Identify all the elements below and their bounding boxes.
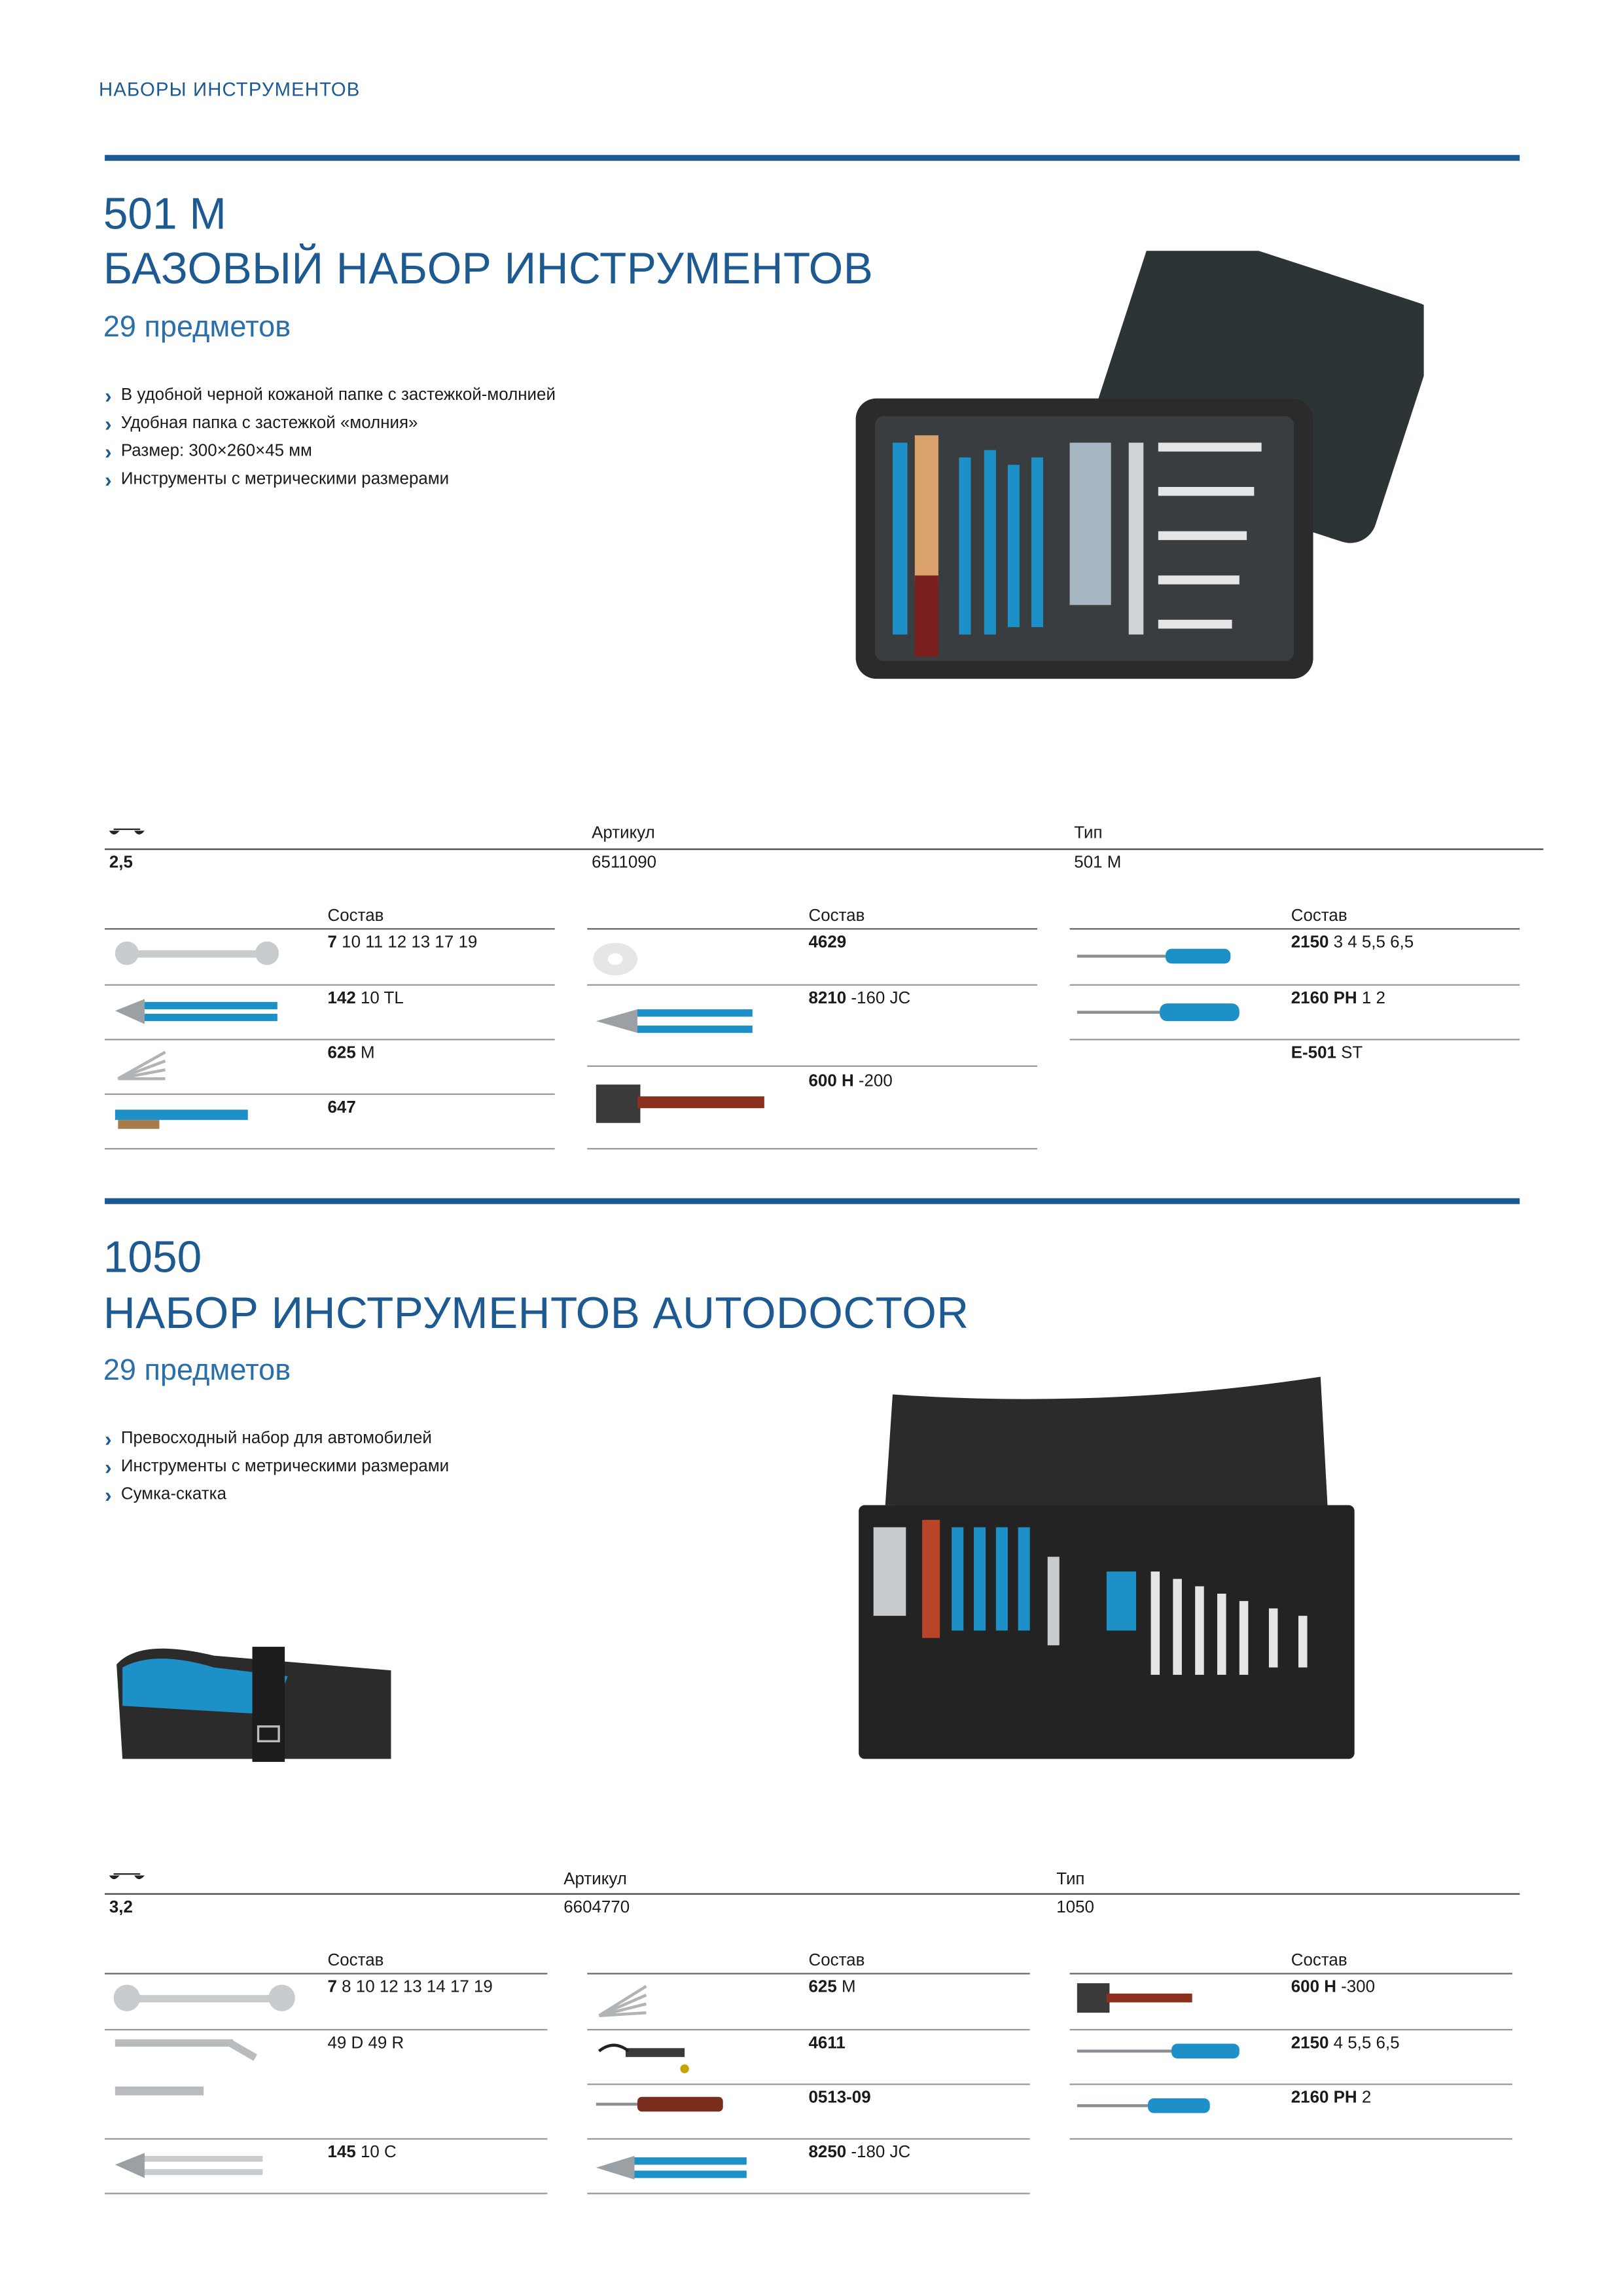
type-value: 501 M (1074, 854, 1122, 872)
composition-item: 49 D 49 R (327, 2035, 404, 2053)
arrow-icon: › (105, 1454, 112, 1479)
column-rule (587, 1973, 1029, 1974)
weight-value: 3,2 (109, 1899, 133, 1917)
row-divider (1070, 2083, 1512, 2085)
product-photo-open-roll (856, 1365, 1358, 1763)
set-count: 29 предметов (103, 311, 291, 344)
composition-item: 145 10 C (327, 2144, 397, 2162)
set-title: НАБОР ИНСТРУМЕНТОВ AUTODOCTOR (103, 1289, 969, 1338)
slotted-screwdriver-image (1074, 2039, 1245, 2063)
combination-pliers-image (593, 2149, 752, 2187)
feature-item: › Сумка-скатка (105, 1482, 449, 1510)
composition-item: 2160 PH 2 (1291, 2089, 1372, 2108)
row-divider (587, 984, 1037, 986)
combination-wrench-image (112, 939, 281, 968)
column-rule (105, 928, 555, 929)
row-divider (587, 1066, 1037, 1067)
set-title: БАЗОВЫЙ НАБОР ИНСТРУМЕНТОВ (103, 245, 874, 294)
water-pump-pliers-image (112, 993, 281, 1028)
composition-header: Состав (1291, 907, 1347, 925)
socket-tube-image (112, 2082, 208, 2100)
hammer-image (1074, 1981, 1198, 2022)
arrow-icon: › (105, 467, 112, 492)
set-code: 1050 (103, 1233, 202, 1283)
section-rule (105, 1198, 1520, 1204)
arrow-icon: › (105, 412, 112, 436)
set-count: 29 предметов (103, 1354, 291, 1388)
spec-rule (105, 1893, 1520, 1895)
feeler-gauge-image (112, 1046, 171, 1085)
row-divider (1070, 984, 1520, 986)
row-divider (587, 1148, 1037, 1149)
composition-item: 2150 3 4 5,5 6,5 (1291, 934, 1414, 952)
set-code: 501 M (103, 190, 226, 240)
composition-item: E-501 ST (1291, 1045, 1363, 1063)
article-value: 6604770 (563, 1899, 630, 1917)
scale-kg-icon (106, 825, 147, 841)
water-pump-pliers-image (112, 2147, 267, 2185)
row-divider (1070, 2029, 1512, 2030)
feature-item: › Удобная папка с застежкой «молния» (105, 410, 556, 439)
feature-item: › Инструменты с метрическими размерами (105, 1454, 449, 1482)
test-screwdriver-image (593, 2094, 728, 2115)
type-value: 1050 (1056, 1899, 1094, 1917)
column-rule (1070, 1973, 1512, 1974)
article-header: Артикул (563, 1871, 627, 1889)
combination-wrench-image (112, 1983, 296, 2016)
weight-value: 2,5 (109, 854, 133, 872)
column-rule (587, 928, 1037, 929)
composition-header: Состав (327, 1952, 384, 1970)
feeler-gauge-image (593, 1981, 652, 2022)
voltage-tester-image (593, 2036, 693, 2077)
row-divider (1070, 2138, 1512, 2140)
feature-item: › В удобной черной кожаной папке с застежкой-молнией (105, 382, 556, 410)
article-header: Артикул (592, 825, 655, 843)
feature-item: › Превосходный набор для автомобилей (105, 1426, 449, 1454)
arrow-icon: › (105, 439, 112, 463)
product-photo-case (848, 251, 1423, 693)
spark-plug-wrench-image (112, 2034, 267, 2063)
phillips-screwdriver-image (1074, 999, 1243, 1026)
composition-item: 625 M (327, 1045, 375, 1063)
hammer-image (593, 1079, 767, 1132)
composition-item: 8210 -160 JC (808, 990, 911, 1008)
row-divider (105, 984, 555, 986)
composition-item: 0513-09 (808, 2089, 871, 2108)
row-divider (587, 2029, 1029, 2030)
composition-item: 8250 -180 JC (808, 2144, 911, 2162)
row-divider (587, 2083, 1029, 2085)
feature-list (105, 382, 556, 494)
slotted-screwdriver-image (1074, 944, 1236, 968)
feature-item: › Инструменты с метрическими размерами (105, 466, 556, 494)
composition-item: 647 (327, 1099, 356, 1117)
arrow-icon: › (105, 1482, 112, 1507)
scale-kg-icon (106, 1870, 147, 1886)
row-divider (587, 2193, 1029, 2194)
insulating-tape-image (590, 941, 641, 977)
composition-item: 2160 PH 1 2 (1291, 990, 1385, 1008)
composition-item: 2150 4 5,5 6,5 (1291, 2035, 1400, 2053)
row-divider (105, 2138, 547, 2140)
row-divider (105, 1148, 555, 1149)
row-divider (105, 1039, 555, 1040)
phillips-screwdriver-image (1074, 2094, 1215, 2117)
arrow-icon: › (105, 1427, 112, 1451)
composition-item: 4629 (808, 934, 847, 952)
type-header: Тип (1056, 1871, 1085, 1889)
composition-item: 142 10 TL (327, 990, 404, 1008)
combination-pliers-image (593, 1001, 755, 1042)
column-rule (105, 1973, 547, 1974)
composition-header: Состав (808, 1952, 865, 1970)
composition-header: Состав (327, 907, 384, 925)
feature-list (105, 1426, 449, 1510)
article-value: 6511090 (592, 854, 657, 872)
composition-item: 4611 (808, 2035, 846, 2053)
arrow-icon: › (105, 384, 112, 408)
wire-brush-image (112, 1103, 252, 1133)
composition-header: Состав (1291, 1952, 1347, 1970)
composition-item: 600 H -300 (1291, 1979, 1376, 1997)
composition-header: Состав (808, 907, 865, 925)
column-rule (1070, 928, 1520, 929)
row-divider (1070, 1039, 1520, 1040)
row-divider (105, 2193, 547, 2194)
composition-item: 625 M (808, 1979, 856, 1997)
type-header: Тип (1074, 825, 1103, 843)
spec-rule (105, 848, 1543, 850)
row-divider (105, 2029, 547, 2030)
row-divider (105, 1094, 555, 1095)
feature-item: › Размер: 300×260×45 мм (105, 439, 556, 467)
section-header: НАБОРЫ ИНСТРУМЕНТОВ (99, 78, 361, 101)
composition-item: 7 8 10 12 13 14 17 19 (327, 1979, 493, 1997)
composition-item: 600 H -200 (808, 1073, 893, 1091)
product-photo-rolled-bag (111, 1635, 399, 1765)
row-divider (587, 2138, 1029, 2140)
section-rule (105, 155, 1520, 161)
composition-item: 7 10 11 12 13 17 19 (327, 934, 478, 952)
